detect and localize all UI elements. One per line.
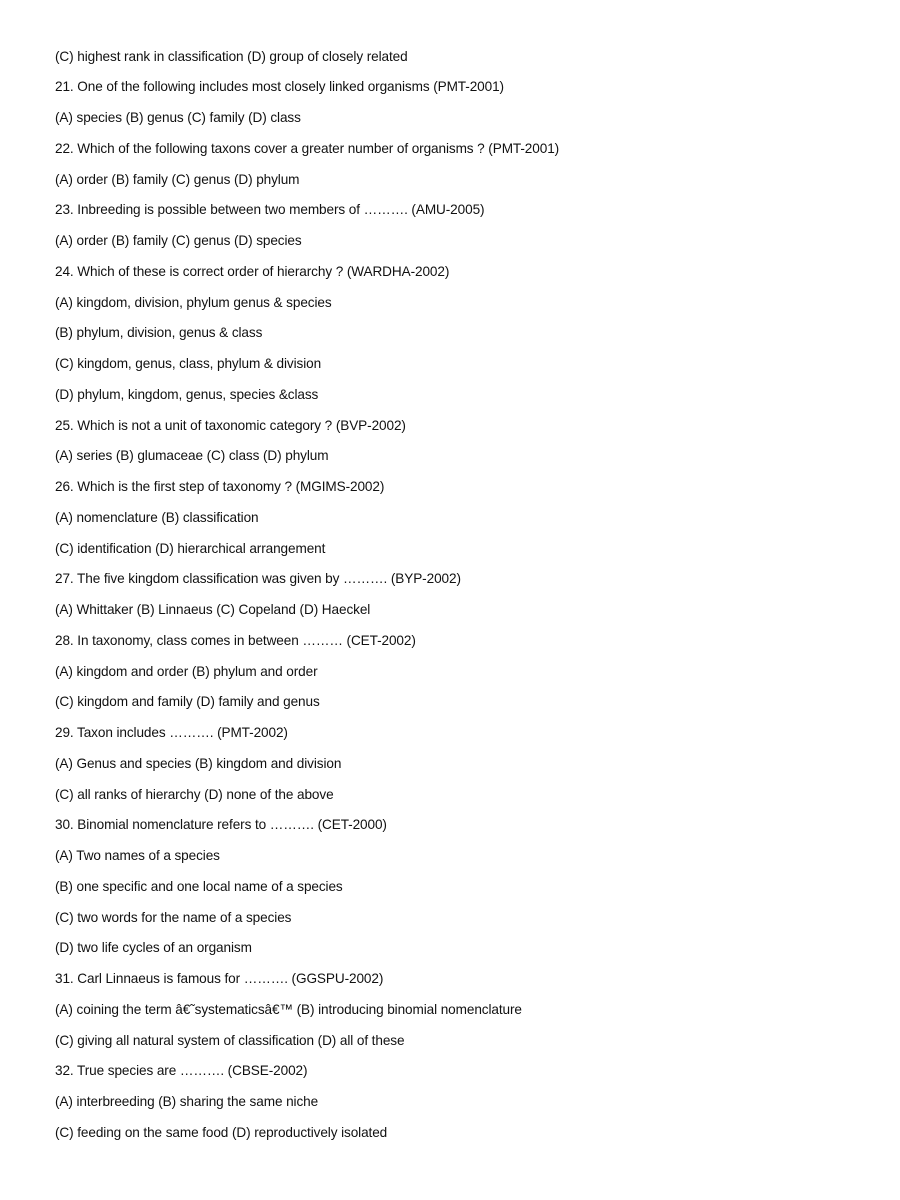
option-24-c: (C) kingdom, genus, class, phylum & division (55, 356, 322, 371)
options-28-cd: (C) kingdom and family (D) family and genus (55, 694, 320, 709)
option-30-a: (A) Two names of a species (55, 848, 220, 863)
options-28-ab: (A) kingdom and order (B) phylum and order (55, 664, 318, 679)
options-31-cd: (C) giving all natural system of classification (D) all of these (55, 1033, 405, 1048)
options-32-cd: (C) feeding on the same food (D) reproductively isolated (55, 1125, 388, 1140)
question-31: 31. Carl Linnaeus is famous for ………. (GGSPU-2002) (55, 971, 384, 986)
options-27: (A) Whittaker (B) Linnaeus (C) Copeland (D) Haeckel (55, 602, 371, 617)
question-27: 27. The five kingdom classification was given by ………. (BYP-2002) (55, 571, 461, 586)
option-24-a: (A) kingdom, division, phylum genus & species (55, 295, 332, 310)
question-32: 32. True species are ………. (CBSE-2002) (55, 1063, 308, 1078)
option-30-b: (B) one specific and one local name of a species (55, 879, 343, 894)
options-22: (A) order (B) family (C) genus (D) phylum (55, 172, 300, 187)
options-25: (A) series (B) glumaceae (C) class (D) phylum (55, 448, 329, 463)
option-24-b: (B) phylum, division, genus & class (55, 325, 263, 340)
options-26-cd: (C) identification (D) hierarchical arrangement (55, 541, 326, 556)
options-29-ab: (A) Genus and species (B) kingdom and division (55, 756, 342, 771)
options-31-ab: (A) coining the term â€˜systematicsâ€™ (B) introducing binomial nomenclature (55, 1002, 522, 1017)
question-25: 25. Which is not a unit of taxonomic category ? (BVP-2002) (55, 418, 406, 433)
question-28: 28. In taxonomy, class comes in between ……… (CET-2002) (55, 633, 416, 648)
options-21: (A) species (B) genus (C) family (D) class (55, 110, 301, 125)
question-26: 26. Which is the first step of taxonomy ? (MGIMS-2002) (55, 479, 385, 494)
option-24-d: (D) phylum, kingdom, genus, species &class (55, 387, 319, 402)
options-29-cd: (C) all ranks of hierarchy (D) none of the above (55, 787, 334, 802)
question-23: 23. Inbreeding is possible between two members of ………. (AMU-2005) (55, 202, 485, 217)
options-32-ab: (A) interbreeding (B) sharing the same niche (55, 1094, 319, 1109)
question-29: 29. Taxon includes ………. (PMT-2002) (55, 725, 288, 740)
question-24: 24. Which of these is correct order of hierarchy ? (WARDHA-2002) (55, 264, 450, 279)
options-23: (A) order (B) family (C) genus (D) species (55, 233, 302, 248)
question-21: 21. One of the following includes most closely linked organisms (PMT-2001) (55, 79, 504, 94)
option-30-c: (C) two words for the name of a species (55, 910, 292, 925)
options-26-ab: (A) nomenclature (B) classification (55, 510, 259, 525)
question-30: 30. Binomial nomenclature refers to ………. (CET-2000) (55, 817, 387, 832)
option-30-d: (D) two life cycles of an organism (55, 940, 252, 955)
text-line: (C) highest rank in classification (D) group of closely related (55, 49, 408, 64)
question-22: 22. Which of the following taxons cover a greater number of organisms ? (PMT-2001) (55, 141, 560, 156)
